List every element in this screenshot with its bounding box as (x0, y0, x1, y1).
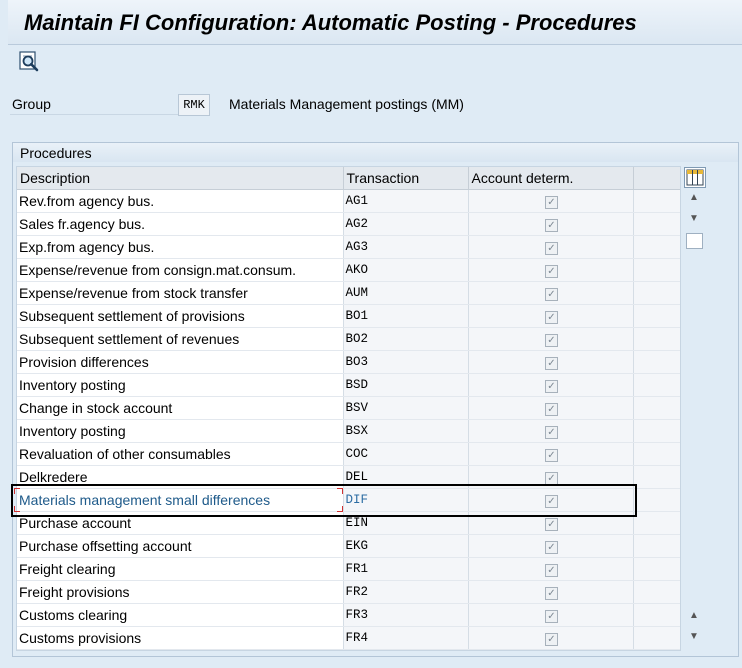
transaction-cell[interactable]: AUM (343, 282, 468, 305)
scroll-page-down-button[interactable] (687, 212, 701, 226)
spacer-cell (633, 627, 680, 650)
description-cell[interactable] (17, 282, 343, 305)
description-text: Expense/revenue from stock transfer (19, 285, 248, 301)
account-determ-checkbox: ✓ (545, 219, 558, 232)
spacer-cell (633, 282, 680, 305)
transaction-cell[interactable]: EKG (343, 535, 468, 558)
spacer-cell (633, 443, 680, 466)
account-determ-checkbox: ✓ (545, 334, 558, 347)
table-row[interactable] (17, 259, 680, 282)
account-determ-cell (468, 420, 633, 443)
description-text: Inventory posting (19, 377, 126, 393)
account-determ-cell (468, 190, 633, 213)
table-row[interactable] (17, 512, 680, 535)
table-row[interactable] (17, 466, 680, 489)
table-row[interactable] (17, 236, 680, 259)
transaction-cell[interactable]: BSX (343, 420, 468, 443)
scroll-down-button[interactable] (687, 630, 701, 644)
account-determ-checkbox: ✓ (545, 564, 558, 577)
account-determ-cell (468, 558, 633, 581)
account-determ-cell (468, 282, 633, 305)
transaction-cell[interactable]: BSD (343, 374, 468, 397)
group-description: Materials Management postings (MM) (229, 96, 464, 112)
title-bar (8, 0, 742, 45)
spacer-cell (633, 190, 680, 213)
account-determ-checkbox: ✓ (545, 265, 558, 278)
description-cell[interactable] (17, 259, 343, 282)
description-text: Subsequent settlement of provisions (19, 308, 245, 324)
description-cell[interactable] (17, 351, 343, 374)
table-row[interactable] (17, 489, 680, 512)
description-cell[interactable] (17, 328, 343, 351)
column-configuration-button[interactable] (684, 167, 706, 188)
account-determ-cell (468, 535, 633, 558)
description-text: Provision differences (19, 354, 149, 370)
account-determ-checkbox: ✓ (545, 610, 558, 623)
description-text: Materials management small differences (19, 492, 271, 508)
account-determ-cell (468, 443, 633, 466)
description-text: Expense/revenue from consign.mat.consum. (19, 262, 297, 278)
transaction-cell[interactable]: AKO (343, 259, 468, 282)
description-text: Change in stock account (19, 400, 173, 416)
transaction-cell[interactable]: BO3 (343, 351, 468, 374)
description-text: Purchase account (19, 515, 132, 531)
account-determ-checkbox: ✓ (545, 196, 558, 209)
transaction-cell[interactable]: COC (343, 443, 468, 466)
application-toolbar (8, 45, 742, 83)
description-cell[interactable] (17, 420, 343, 443)
account-determ-cell (468, 305, 633, 328)
procedures-section-header (12, 142, 739, 163)
account-determ-checkbox: ✓ (545, 449, 558, 462)
table-row[interactable] (17, 604, 680, 627)
description-text: Rev.from agency bus. (19, 193, 155, 209)
spacer-cell (633, 397, 680, 420)
triangle-up-icon: ▲ (689, 192, 699, 203)
account-determ-checkbox: ✓ (545, 495, 558, 508)
table-row[interactable] (17, 374, 680, 397)
account-determ-checkbox: ✓ (545, 633, 558, 646)
description-cell[interactable] (17, 374, 343, 397)
transaction-cell[interactable]: FR3 (343, 604, 468, 627)
description-cell[interactable] (17, 443, 343, 466)
transaction-cell[interactable]: DEL (343, 466, 468, 489)
account-determ-checkbox: ✓ (545, 357, 558, 370)
column-header-spacer (633, 167, 680, 190)
description-cell[interactable] (17, 512, 343, 535)
description-text: Freight clearing (19, 561, 116, 577)
account-determ-cell (468, 627, 633, 650)
description-cell[interactable] (17, 190, 343, 213)
account-determ-checkbox: ✓ (545, 426, 558, 439)
spacer-cell (633, 305, 680, 328)
transaction-cell[interactable]: FR2 (343, 581, 468, 604)
spacer-cell (633, 604, 680, 627)
table-row[interactable] (17, 420, 680, 443)
description-cell[interactable] (17, 305, 343, 328)
description-text: Subsequent settlement of revenues (19, 331, 240, 347)
account-determ-cell (468, 259, 633, 282)
description-text: Freight provisions (19, 584, 130, 600)
spacer-cell (633, 420, 680, 443)
description-cell[interactable] (17, 213, 343, 236)
spacer-cell (633, 581, 680, 604)
spacer-cell (633, 213, 680, 236)
spacer-cell (633, 535, 680, 558)
vertical-scrollbar[interactable] (684, 187, 704, 647)
table-row[interactable] (17, 328, 680, 351)
scrollbar-thumb[interactable] (686, 233, 703, 249)
transaction-cell[interactable]: DIF (343, 489, 468, 512)
spacer-cell (633, 466, 680, 489)
account-determ-checkbox: ✓ (545, 518, 558, 531)
table-row[interactable] (17, 581, 680, 604)
description-cell[interactable] (17, 604, 343, 627)
scroll-up-button[interactable] (687, 609, 701, 623)
description-cell[interactable] (17, 397, 343, 420)
account-determ-checkbox: ✓ (545, 380, 558, 393)
transaction-cell[interactable]: EIN (343, 512, 468, 535)
transaction-cell[interactable]: BO2 (343, 328, 468, 351)
magnifier-button[interactable] (18, 51, 40, 73)
procedures-table (16, 166, 681, 651)
table-row[interactable] (17, 397, 680, 420)
account-determ-cell (468, 466, 633, 489)
window-title: Maintain FI Configuration: Automatic Posting - Procedures (24, 10, 637, 35)
column-header-transaction[interactable]: Transaction (343, 167, 468, 190)
magnifier-icon (18, 51, 40, 73)
column-header-account-determ[interactable]: Account determ. (468, 167, 633, 190)
account-determ-cell (468, 213, 633, 236)
account-determ-cell (468, 328, 633, 351)
description-cell[interactable] (17, 558, 343, 581)
description-cell[interactable] (17, 466, 343, 489)
triangle-up-icon: ▲ (689, 610, 699, 621)
description-text: Inventory posting (19, 423, 126, 439)
group-label: Group (12, 96, 51, 112)
scroll-page-up-button[interactable] (687, 191, 701, 205)
description-cell[interactable] (17, 236, 343, 259)
column-header-description[interactable]: Description (17, 167, 343, 190)
description-text: Exp.from agency bus. (19, 239, 155, 255)
group-field[interactable]: RMK (178, 94, 210, 116)
account-determ-cell (468, 581, 633, 604)
spacer-cell (633, 351, 680, 374)
triangle-down-icon: ▼ (689, 631, 699, 642)
account-determ-checkbox: ✓ (545, 403, 558, 416)
description-text: Purchase offsetting account (19, 538, 192, 554)
spacer-cell (633, 328, 680, 351)
account-determ-checkbox: ✓ (545, 288, 558, 301)
table-row[interactable] (17, 282, 680, 305)
account-determ-cell (468, 236, 633, 259)
description-text: Sales fr.agency bus. (19, 216, 146, 232)
transaction-cell[interactable]: AG1 (343, 190, 468, 213)
spacer-cell (633, 236, 680, 259)
account-determ-checkbox: ✓ (545, 472, 558, 485)
account-determ-checkbox: ✓ (545, 587, 558, 600)
account-determ-cell (468, 512, 633, 535)
spacer-cell (633, 558, 680, 581)
account-determ-checkbox: ✓ (545, 311, 558, 324)
table-row[interactable] (17, 627, 680, 650)
transaction-cell[interactable]: BSV (343, 397, 468, 420)
description-text: Delkredere (19, 469, 88, 485)
description-cell[interactable] (17, 535, 343, 558)
table-row[interactable] (17, 351, 680, 374)
spacer-cell (633, 374, 680, 397)
account-determ-cell (468, 397, 633, 420)
description-cell[interactable] (17, 489, 343, 512)
account-determ-cell (468, 374, 633, 397)
account-determ-checkbox: ✓ (545, 541, 558, 554)
transaction-cell[interactable]: FR1 (343, 558, 468, 581)
procedures-title: Procedures (20, 145, 92, 161)
triangle-down-icon: ▼ (689, 213, 699, 224)
description-text: Customs provisions (19, 630, 142, 646)
description-text: Customs clearing (19, 607, 128, 623)
table-row[interactable] (17, 190, 680, 213)
table-settings-icon (685, 168, 705, 187)
account-determ-cell (468, 604, 633, 627)
description-cell[interactable] (17, 581, 343, 604)
table-row[interactable] (17, 443, 680, 466)
transaction-cell[interactable]: BO1 (343, 305, 468, 328)
table-row[interactable] (17, 213, 680, 236)
description-cell[interactable] (17, 627, 343, 650)
table-row[interactable] (17, 535, 680, 558)
table-row[interactable] (17, 558, 680, 581)
spacer-cell (633, 259, 680, 282)
account-determ-checkbox: ✓ (545, 242, 558, 255)
account-determ-cell (468, 351, 633, 374)
transaction-cell[interactable]: AG2 (343, 213, 468, 236)
transaction-cell[interactable]: AG3 (343, 236, 468, 259)
spacer-cell (633, 512, 680, 535)
spacer-cell (633, 489, 680, 512)
description-text: Revaluation of other consumables (19, 446, 231, 462)
account-determ-cell (468, 489, 633, 512)
transaction-cell[interactable]: FR4 (343, 627, 468, 650)
table-row[interactable] (17, 305, 680, 328)
